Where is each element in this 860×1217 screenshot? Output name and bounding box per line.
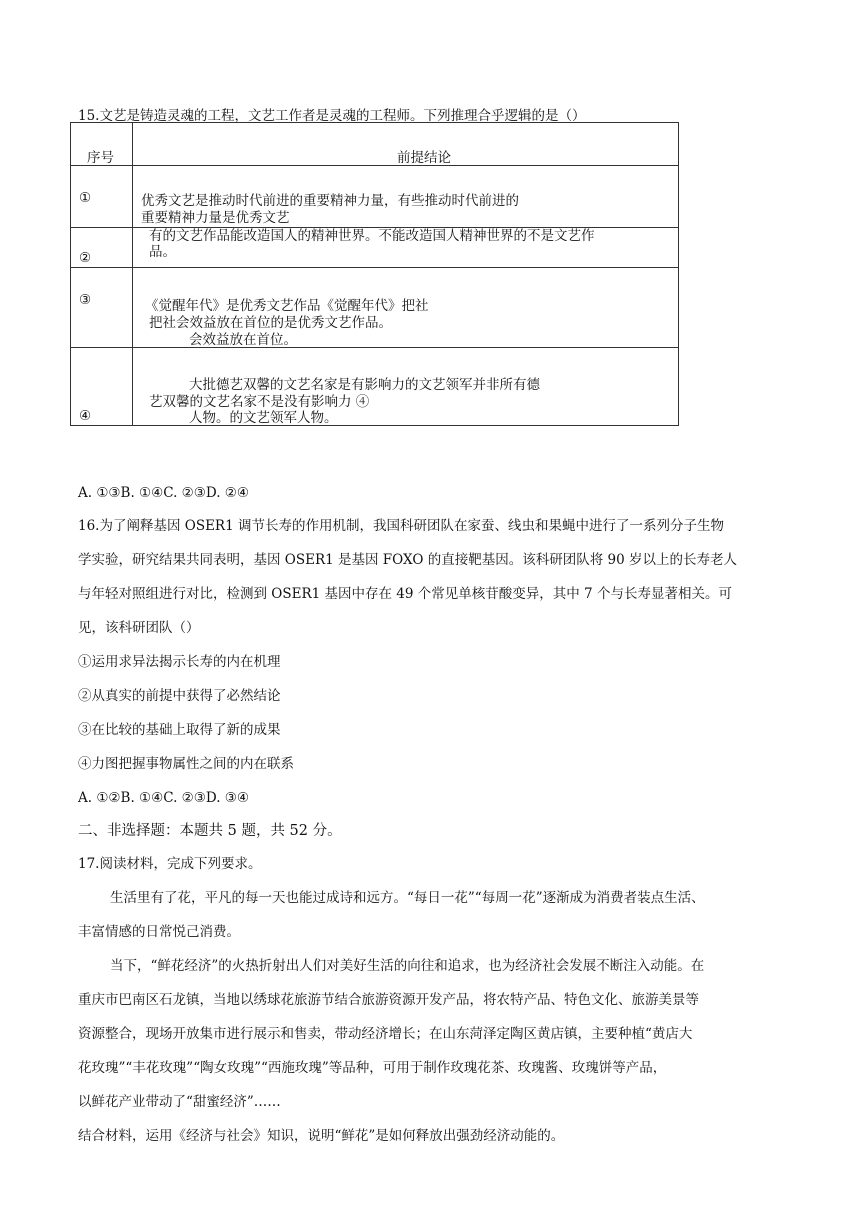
material-paragraph-line: 以鲜花产业带动了“甜蜜经济”…… <box>78 1094 281 1110</box>
question-17-prompt: 结合材料，运用《经济与社会》知识，说明“鲜花”是如何释放出强劲经济动能的。 <box>78 1128 565 1144</box>
question-15-options: A. ①③B. ①④C. ②③D. ②④ <box>78 485 250 501</box>
table-row-divider <box>71 165 678 166</box>
question-16-line: 与年轻对照组进行对比，检测到 OSER1 基因中存在 49 个常见单核苷酸变异，其中 7 个与长寿显著相关。可 <box>78 586 732 602</box>
table-row-line: 艺双馨的文艺名家不是没有影响力 ④ <box>149 394 370 410</box>
table-row-no: ① <box>79 190 92 206</box>
table-row-no: ③ <box>79 292 92 308</box>
table-row-line: 大批德艺双馨的文艺名家是有影响力的文艺领军并非所有德 <box>189 377 540 393</box>
table-row-line: 优秀文艺是推动时代前进的重要精神力量，有些推动时代前进的 <box>141 193 519 209</box>
question-16-options: A. ①②B. ①④C. ②③D. ③④ <box>78 790 250 806</box>
question-16-item: ③在比较的基础上取得了新的成果 <box>78 722 281 738</box>
question-17-stem: 17.阅读材料，完成下列要求。 <box>78 856 262 872</box>
question-16-item: ②从真实的前提中获得了必然结论 <box>78 688 281 704</box>
table-row-line: 《觉醒年代》是优秀文艺作品《觉醒年代》把社 <box>145 298 429 314</box>
table-row-no: ④ <box>79 408 92 424</box>
material-paragraph-line: 重庆市巴南区石龙镇，当地以绣球花旅游节结合旅游资源开发产品，将农特产品、特色文化、旅游美景等 <box>78 992 699 1008</box>
material-paragraph-line: 资源整合，现场开放集市进行展示和售卖，带动经济增长；在山东菏泽定陶区黄店镇，主要种植“黄店大 <box>78 1026 693 1042</box>
table-row-divider <box>71 267 678 268</box>
table-column-divider <box>132 123 133 425</box>
question-16-item: ①运用求异法揭示长寿的内在机理 <box>78 654 281 670</box>
table-row-line: 会效益放在首位。 <box>189 332 297 348</box>
table-header-content: 前提结论 <box>397 150 451 166</box>
material-paragraph-line: 花玫瑰”“丰花玫瑰”“陶女玫瑰”“西施玫瑰”等品种，可用于制作玫瑰花茶、玫瑰酱、玫瑰饼等产品， <box>78 1060 667 1076</box>
table-row-line: 人物。的文艺领军人物。 <box>189 410 338 426</box>
question-15-stem: 15.文艺是铸造灵魂的工程，文艺工作者是灵魂的工程师。下列推理合乎逻辑的是（） <box>78 108 586 124</box>
table-row-line: 品。 <box>149 244 176 260</box>
section-heading: 二、非选择题：本题共 5 题，共 52 分。 <box>78 823 342 839</box>
table-header-no: 序号 <box>87 150 114 166</box>
question-16-line: 见，该科研团队（） <box>78 620 200 636</box>
question-16-item: ④力图把握事物属性之间的内在联系 <box>78 756 294 772</box>
question-16-line: 16.为了阐释基因 OSER1 调节长寿的作用机制，我国科研团队在家蚕、线虫和果蝇中进行了一系列分子生物 <box>78 518 724 534</box>
question-16-line: 学实验，研究结果共同表明，基因 OSER1 是基因 FOXO 的直接靶基因。该科研团队将 90 岁以上的长寿老人 <box>78 552 737 568</box>
logic-table <box>70 122 679 426</box>
table-row-divider <box>71 347 678 348</box>
material-paragraph-line: 当下，“鲜花经济”的火热折射出人们对美好生活的向往和追求，也为经济社会发展不断注入动能。在 <box>110 958 705 974</box>
table-row-no: ② <box>79 250 92 266</box>
table-row-line: 把社会效益放在首位的是优秀文艺作品。 <box>149 315 392 331</box>
table-row-line: 有的文艺作品能改造国人的精神世界。不能改造国人精神世界的不是文艺作 <box>149 228 595 244</box>
material-paragraph-line: 丰富情感的日常悦己消费。 <box>78 924 240 940</box>
table-row-line: 重要精神力量是优秀文艺 <box>141 210 290 226</box>
material-paragraph-line: 生活里有了花，平凡的每一天也能过成诗和远方。“每日一花”“每周一花”逐渐成为消费者装点生活、 <box>110 890 705 906</box>
